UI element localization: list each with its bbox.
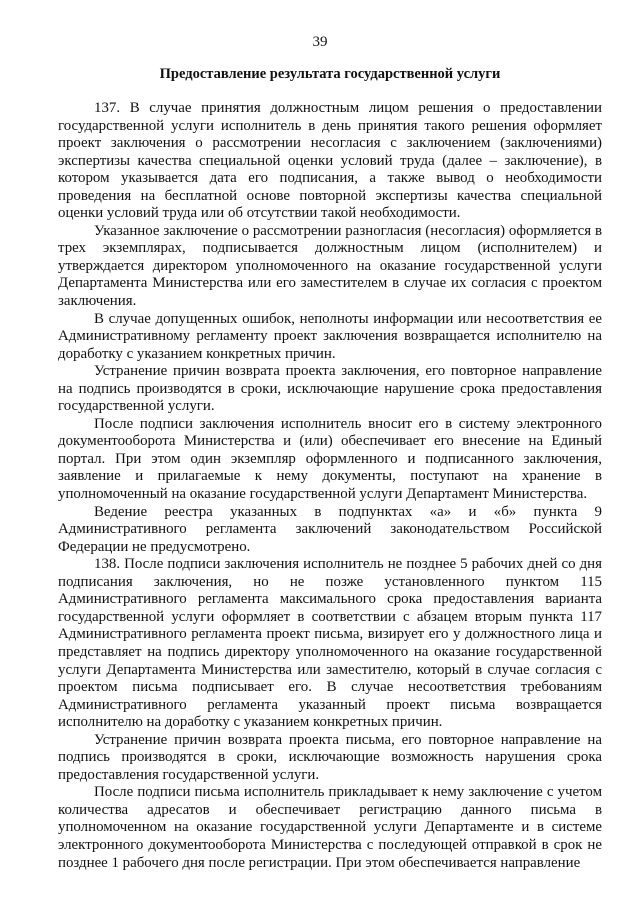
paragraph-138: 138. После подписи заключения исполнитель не позднее 5 рабочих дней со дня подписания заключения, но не позже установленного пунктом 115 Административного регламента максимального срока предоставления варианта государственной услуги оформляет в соответствии с абзацем вторым пункта 117 Административного регламента проект письма, визирует его у должностного лица и представляет на подпись директору уполномоченного на оказание государственной услуги Департамента Министерства или заместителю, который в случае согласия с проектом письма подписывает его. В случае несоответствия требованиям Административного регламента указанный проект письма возвращается исполнителю на доработку с указанием конкретных причин. bbox=[58, 556, 602, 731]
paragraph-approval: Указанное заключение о рассмотрении разногласия (несогласия) оформляется в трех экземплярах, подписывается должностным лицом (исполнителем) и утверждается директором уполномоченного на оказание государственной услуги Департамента Министерства или его заместителем в случае их согласия с проектом заключения. bbox=[58, 222, 602, 310]
paragraph-resubmission: Устранение причин возврата проекта заключения, его повторное направление на подпись производятся в сроки, исключающие нарушение срока предоставления государственной услуги. bbox=[58, 363, 602, 415]
paragraph-registry: Ведение реестра указанных в подпунктах «а» и «б» пункта 9 Административного регламента заключений законодательством Российской Федерации не предусмотрено. bbox=[58, 503, 602, 555]
body-text bbox=[58, 100, 602, 872]
paragraph-registration: После подписи заключения исполнитель вносит его в систему электронного документооборота Министерства и (или) обеспечивает его внесение на Единый портал. При этом один экземпляр оформленного и подписанного заключения, заявление и прилагаемые к нему документы, поступают на хранение в уполномоченный на оказание государственной услуги Департамент Министерства. bbox=[58, 415, 602, 503]
page-number: 39 bbox=[312, 34, 328, 50]
section-heading: Предоставление результата государственной услуги bbox=[159, 66, 501, 82]
paragraph-errors: В случае допущенных ошибок, неполноты информации или несоответствия ее Административному регламенту проект заключения возвращается исполнителю на доработку с указанием конкретных причин. bbox=[58, 310, 602, 362]
paragraph-letter-dispatch: После подписи письма исполнитель прикладывает к нему заключение с учетом количества адресатов и обеспечивает регистрацию данного письма в уполномоченном на оказание государственной услуги Департаменте и в системе электронного документооборота Министерства с последующей отправкой в срок не позднее 1 рабочего дня после регистрации. При этом обеспечивается направление bbox=[58, 784, 602, 871]
paragraph-letter-resubmission: Устранение причин возврата проекта письма, его повторное направление на подпись производятся в сроки, исключающие возможность нарушения срока предоставления государственной услуги. bbox=[58, 731, 602, 783]
paragraph-137: 137. В случае принятия должностным лицом решения о предоставлении государственной услуги исполнитель в день принятия такого решения оформляет проект заключения о рассмотрении несогласия с заключением (заключениями) экспертизы качества специальной оценки условий труда (далее – заключение), в котором указывается дата его подписания, а также вывод о необходимости проведения на бесплатной основе повторной экспертизы качества специальной оценки условий труда или об отсутствии такой необходимости. bbox=[58, 100, 602, 222]
